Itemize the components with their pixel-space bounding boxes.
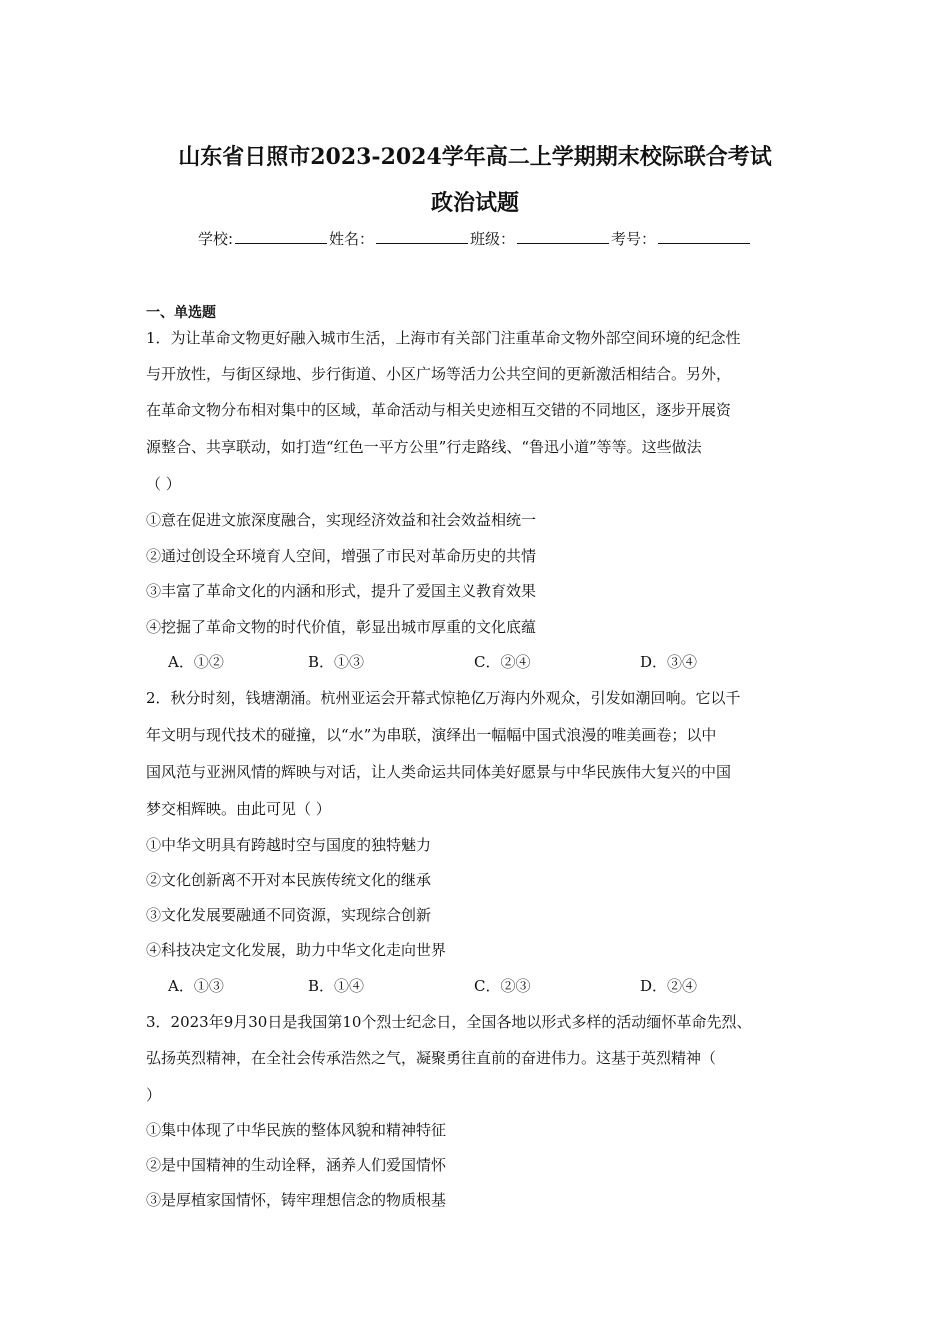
school-blank [235,229,327,244]
q1-option-b[interactable]: B．①③ [308,653,365,671]
q2-option-b[interactable]: B．①④ [308,977,365,995]
q3-statement: ①集中体现了中华民族的整体风貌和精神特征 [146,1121,447,1139]
name-label: 姓名： [329,230,375,248]
q1-stem-line: 1．为让革命文物更好融入城市生活，上海市有关部门注重革命文物外部空间环境的纪念性 [146,329,741,347]
q3-stem-line: 3．2023年9月30日是我国第10个烈士纪念日，全国各地以形式多样的活动缅怀革命先烈、 [146,1013,752,1031]
number-label: 考号： [611,230,657,248]
q2-statement: ②文化创新离不开对本民族传统文化的继承 [146,871,432,889]
exam-title-line1: 山东省日照市2023-2024学年高二上学期期末校际联合考试 [178,144,772,170]
exam-title-line2: 政治试题 [430,190,519,216]
q2-statement: ①中华文明具有跨越时空与国度的独特魅力 [146,836,432,854]
student-info-line [0,228,950,249]
q2-option-a[interactable]: A．①③ [168,977,224,995]
q1-statement: ②通过创设全环境育人空间，增强了市民对革命历史的共情 [146,547,537,565]
q2-stem-line: 年文明与现代技术的碰撞，以“水”为串联，演绎出一幅幅中国式浪漫的唯美画卷；以中 [146,726,717,744]
q2-stem-line: 2．秋分时刻，钱塘潮涌。杭州亚运会开幕式惊艳亿万海内外观众，引发如潮回响。它以千 [146,689,741,707]
number-blank [658,229,750,244]
q2-stem-line: 梦交相辉映。由此可见（ ） [146,800,331,818]
q2-option-d[interactable]: D．②④ [640,977,698,995]
section-heading: 一、单选题 [146,305,216,321]
q2-option-c[interactable]: C．②③ [474,977,531,995]
q1-statement: ④挖掘了革命文物的时代价值，彰显出城市厚重的文化底蕴 [146,618,537,636]
q1-option-d[interactable]: D．③④ [640,653,698,671]
name-blank [376,229,468,244]
q3-stem-line: ） [146,1086,162,1104]
class-blank [517,229,609,244]
q1-option-a[interactable]: A．①② [168,653,224,671]
q3-statement: ②是中国精神的生动诠释，涵养人们爱国情怀 [146,1156,447,1174]
q1-stem-line: 在革命文物分布相对集中的区域，革命活动与相关史迹相互交错的不同地区，逐步开展资 [146,401,732,419]
q3-statement: ③是厚植家国情怀，铸牢理想信念的物质根基 [146,1191,447,1209]
school-label: 学校: [197,230,233,248]
q3-stem-line: 弘扬英烈精神，在全社会传承浩然之气，凝聚勇往直前的奋进伟力。这基于英烈精神（ [146,1049,717,1067]
q1-stem-line: （ ） [146,475,181,493]
q1-stem-line: 源整合、共享联动，如打造“红色一平方公里”行走路线、“鲁迅小道”等等。这些做法 [146,438,702,456]
class-label: 班级： [470,230,516,248]
q1-option-c[interactable]: C．②④ [474,653,531,671]
q1-statement: ③丰富了革命文化的内涵和形式，提升了爱国主义教育效果 [146,582,537,600]
q1-stem-line: 与开放性，与街区绿地、步行街道、小区广场等活力公共空间的更新激活相结合。另外， [146,365,732,383]
q2-statement: ③文化发展要融通不同资源，实现综合创新 [146,906,432,924]
q1-statement: ①意在促进文旅深度融合，实现经济效益和社会效益相统一 [146,511,537,529]
q2-stem-line: 国风范与亚洲风情的辉映与对话，让人类命运共同体美好愿景与中华民族伟大复兴的中国 [146,763,732,781]
q2-statement: ④科技决定文化发展，助力中华文化走向世界 [146,941,447,959]
